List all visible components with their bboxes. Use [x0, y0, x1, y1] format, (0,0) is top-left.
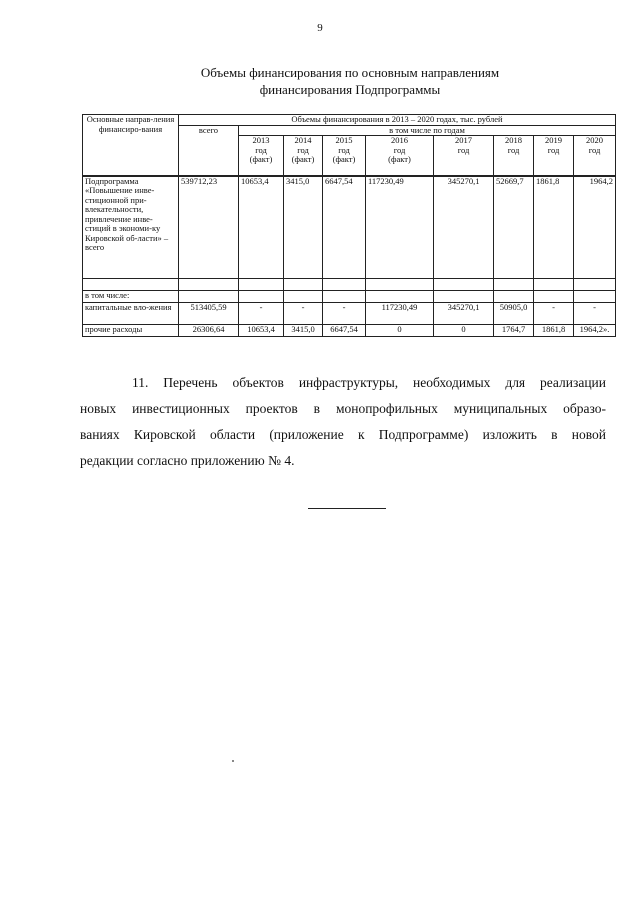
year-header-2015: 2015 год (факт) — [323, 136, 366, 176]
row-label: Подпрограмма «Повышение инве-стиционной при-влекательности, привлечение инве-стиций в экономи-ку Кировской об-ласти» – всего — [83, 176, 179, 279]
cell-2017: 345270,1 — [434, 303, 494, 325]
cell-2013: 10653,4 — [239, 176, 284, 279]
year-header-2014: 2014 год (факт) — [284, 136, 323, 176]
cell-2016: 117230,49 — [366, 176, 434, 279]
cell-2018: 1764,7 — [494, 325, 534, 337]
header-by-years: в том числе по годам — [239, 125, 616, 136]
cell-2019: 1861,8 — [534, 325, 574, 337]
scan-dot — [232, 760, 234, 762]
cell-2016: 0 — [366, 325, 434, 337]
cell-2019: - — [534, 303, 574, 325]
cell-2020: 1964,2». — [574, 325, 616, 337]
cell-2013: 10653,4 — [239, 325, 284, 337]
header-volumes: Объемы финансирования в 2013 – 2020 годах, тыс. рублей — [179, 115, 616, 126]
document-title — [90, 64, 610, 98]
table-row-including — [83, 291, 616, 303]
cell-2017: 345270,1 — [434, 176, 494, 279]
cell-2018: 52669,7 — [494, 176, 534, 279]
separator-line — [308, 508, 386, 509]
table-row-other — [83, 325, 616, 337]
year-header-2013: 2013 год (факт) — [239, 136, 284, 176]
cell-2014: 3415,0 — [284, 176, 323, 279]
table-row-capital — [83, 303, 616, 325]
row-label: в том числе: — [83, 291, 179, 303]
header-total: всего — [179, 125, 239, 176]
cell-2020: 1964,2 — [574, 176, 616, 279]
cell-2020: - — [574, 303, 616, 325]
paragraph-line-2: новых инвестиционных проектов в монопрофильных муниципальных образо- — [80, 401, 606, 416]
cell-2018: 50905,0 — [494, 303, 534, 325]
paragraph-11 — [80, 370, 606, 474]
cell-2015: 6647,54 — [323, 325, 366, 337]
financing-table — [82, 114, 616, 337]
cell-2016: 117230,49 — [366, 303, 434, 325]
cell-2015: 6647,54 — [323, 176, 366, 279]
row-label: прочие расходы — [83, 325, 179, 337]
paragraph-line-1: 11. Перечень объектов инфраструктуры, необходимых для реализации — [132, 375, 606, 390]
year-header-2016: 2016 год (факт) — [366, 136, 434, 176]
cell-2014: - — [284, 303, 323, 325]
header-direction: Основные направ-ления финансиро-вания — [83, 115, 179, 176]
header-row-1 — [83, 115, 616, 126]
paragraph-line-4: редакции согласно приложению № 4. — [80, 453, 295, 468]
cell-2015: - — [323, 303, 366, 325]
year-header-2017: 2017 год — [434, 136, 494, 176]
cell-2014: 3415,0 — [284, 325, 323, 337]
page-number: 9 — [317, 22, 323, 34]
table-row-program — [83, 176, 616, 279]
cell-2013: - — [239, 303, 284, 325]
cell-total: 539712,23 — [179, 176, 239, 279]
year-header-2020: 2020 год — [574, 136, 616, 176]
title-line-1: Объемы финансирования по основным направлениям — [200, 65, 500, 80]
cell-2017: 0 — [434, 325, 494, 337]
cell-2019: 1861,8 — [534, 176, 574, 279]
table-row-empty — [83, 279, 616, 291]
paragraph-line-3: ваниях Кировской области (приложение к Подпрограмме) изложить в новой — [80, 427, 606, 442]
title-line-2: финансирования Подпрограммы — [259, 82, 441, 97]
year-header-2018: 2018 год — [494, 136, 534, 176]
year-header-2019: 2019 год — [534, 136, 574, 176]
row-label: капитальные вло-жения — [83, 303, 179, 325]
cell-total: 26306,64 — [179, 325, 239, 337]
cell-total: 513405,59 — [179, 303, 239, 325]
